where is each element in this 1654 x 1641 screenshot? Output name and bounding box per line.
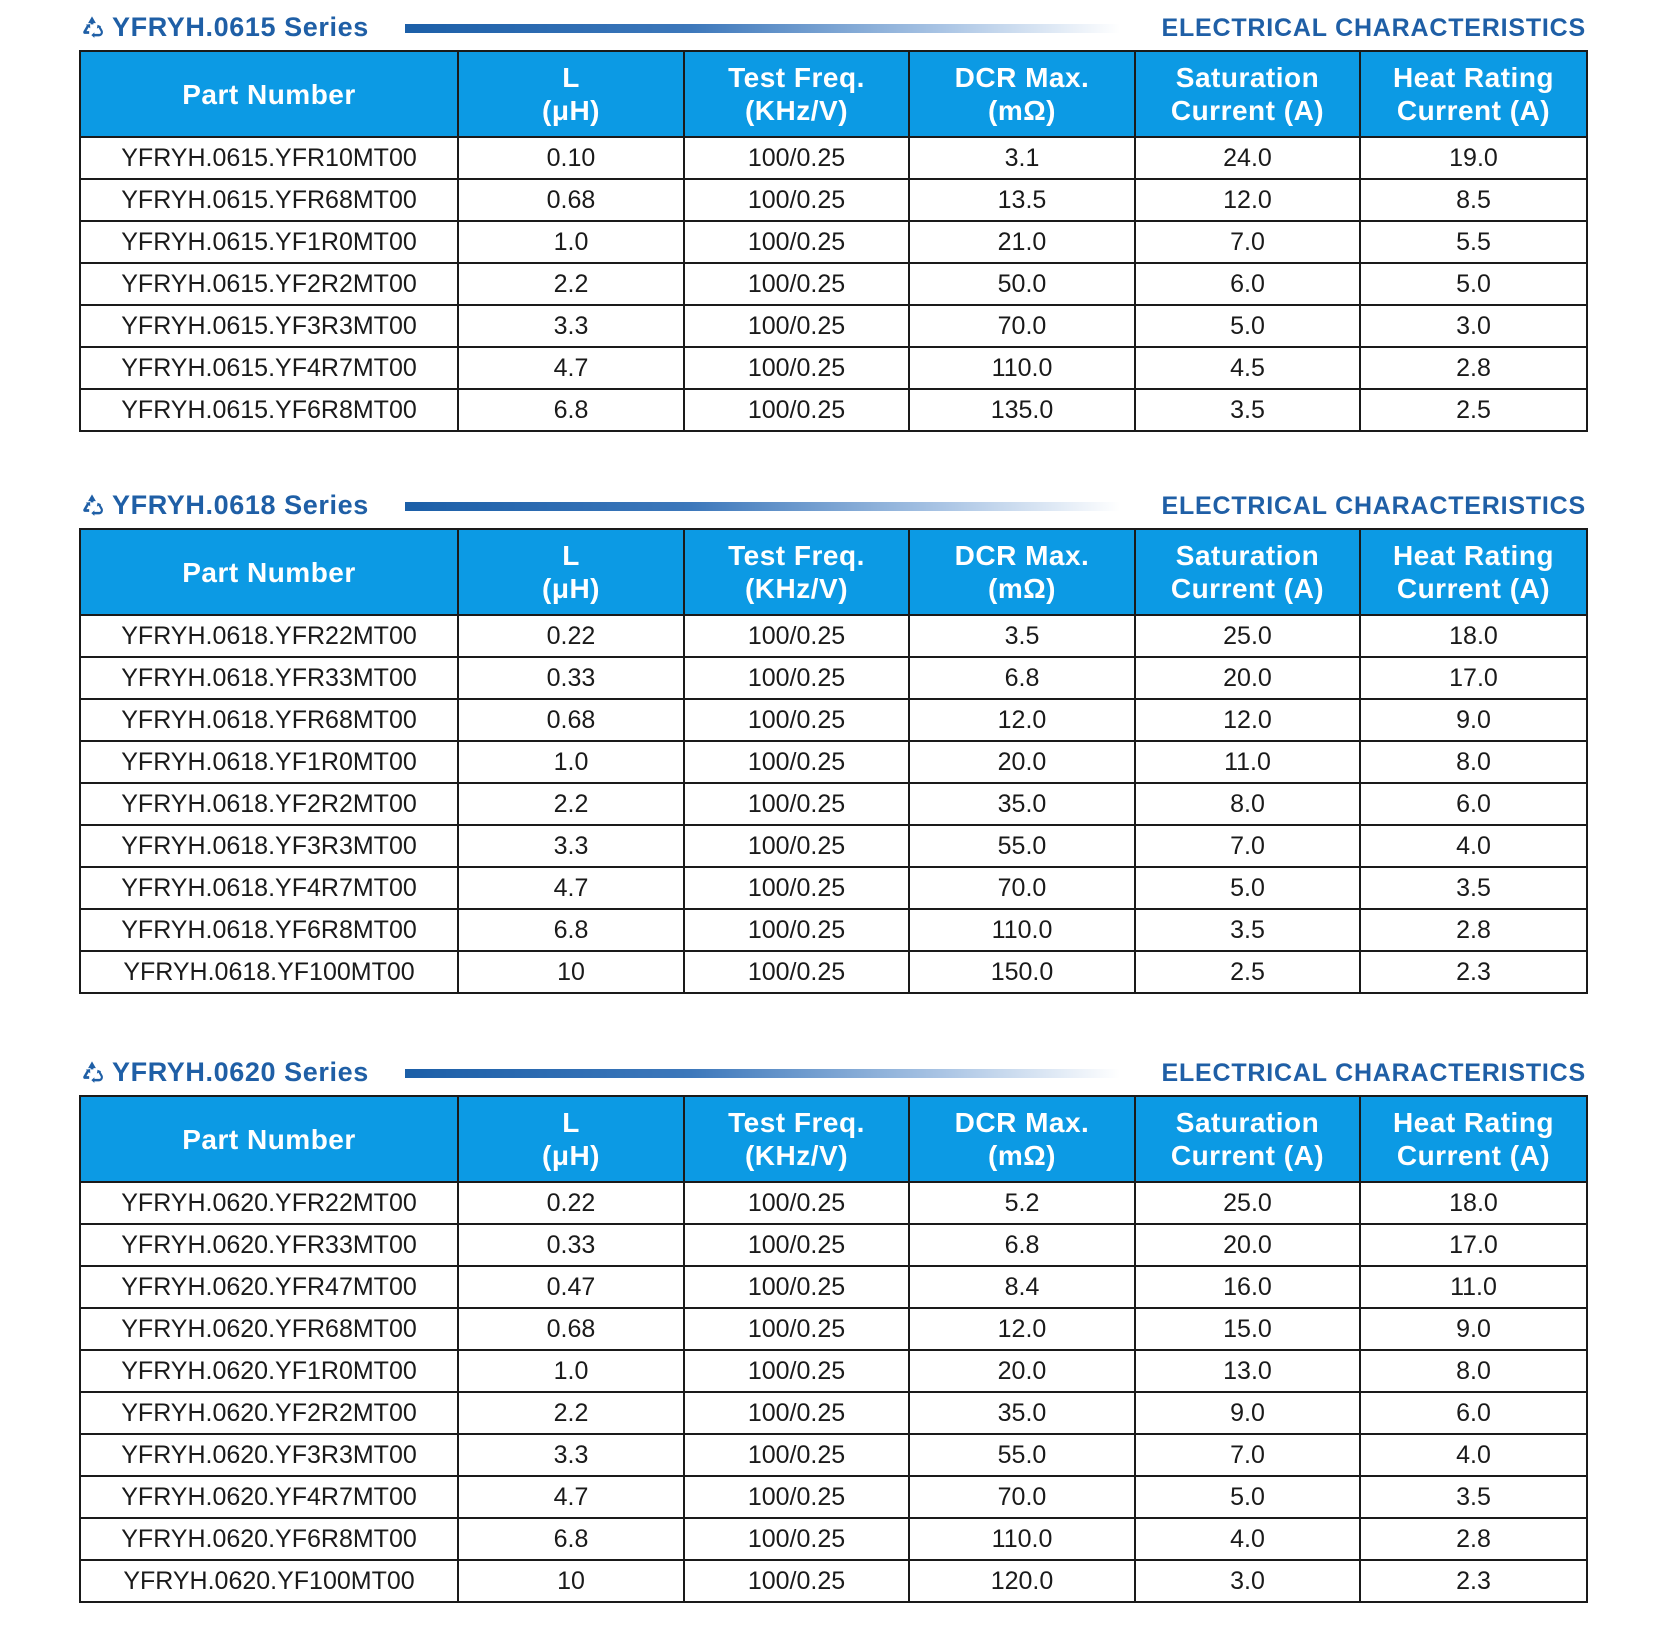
table-cell: 12.0 [909,699,1135,741]
part-number-cell: YFRYH.0618.YF6R8MT00 [80,909,458,951]
table-row [80,657,1587,699]
table-cell: 1.0 [458,1350,684,1392]
part-number-cell: YFRYH.0620.YF3R3MT00 [80,1434,458,1476]
table-cell: 35.0 [909,783,1135,825]
table-cell: 2.8 [1360,909,1587,951]
table-cell: 24.0 [1135,137,1360,179]
section-subtitle: ELECTRICAL CHARACTERISTICS [1161,1059,1586,1087]
table-row [80,825,1587,867]
table-cell: 9.0 [1135,1392,1360,1434]
table-cell: 6.0 [1360,783,1587,825]
table-header-row [80,1096,1587,1182]
table-cell: 9.0 [1360,699,1587,741]
table-cell: 0.68 [458,179,684,221]
table-cell: 110.0 [909,1518,1135,1560]
table-cell: 150.0 [909,951,1135,993]
table-cell: 4.0 [1360,1434,1587,1476]
table-cell: 4.5 [1135,347,1360,389]
section-subtitle: ELECTRICAL CHARACTERISTICS [1161,492,1586,520]
table-row [80,909,1587,951]
table-row [80,951,1587,993]
table-cell: 100/0.25 [684,909,909,951]
column-header: DCR Max. (mΩ) [909,529,1135,615]
table-cell: 3.5 [909,615,1135,657]
table-cell: 10 [458,951,684,993]
part-number-cell: YFRYH.0615.YF3R3MT00 [80,305,458,347]
part-number-cell: YFRYH.0618.YF100MT00 [80,951,458,993]
table-cell: 8.5 [1360,179,1587,221]
table-cell: 120.0 [909,1560,1135,1602]
table-cell: 1.0 [458,221,684,263]
part-number-cell: YFRYH.0620.YF1R0MT00 [80,1350,458,1392]
table-cell: 20.0 [1135,657,1360,699]
table-cell: 18.0 [1360,615,1587,657]
series-title: YFRYH.0620 Series [112,1057,369,1087]
table-cell: 100/0.25 [684,741,909,783]
part-number-cell: YFRYH.0615.YF1R0MT00 [80,221,458,263]
recycle-icon [79,14,105,40]
part-number-cell: YFRYH.0620.YFR22MT00 [80,1182,458,1224]
part-number-cell: YFRYH.0620.YF2R2MT00 [80,1392,458,1434]
table-cell: 5.0 [1135,305,1360,347]
table-row [80,137,1587,179]
table-cell: 25.0 [1135,615,1360,657]
table-cell: 100/0.25 [684,347,909,389]
part-number-cell: YFRYH.0620.YFR68MT00 [80,1308,458,1350]
table-cell: 100/0.25 [684,305,909,347]
table-cell: 0.22 [458,615,684,657]
table-cell: 2.5 [1360,389,1587,431]
table-row [80,867,1587,909]
table-row [80,783,1587,825]
table-cell: 0.33 [458,657,684,699]
table-cell: 17.0 [1360,1224,1587,1266]
table-cell: 16.0 [1135,1266,1360,1308]
column-header: Saturation Current (A) [1135,51,1360,137]
table-cell: 135.0 [909,389,1135,431]
table-row [80,221,1587,263]
series-section [79,488,1586,986]
table-cell: 13.5 [909,179,1135,221]
table-cell: 8.0 [1135,783,1360,825]
table-cell: 12.0 [909,1308,1135,1350]
table-cell: 2.3 [1360,951,1587,993]
table-cell: 0.33 [458,1224,684,1266]
table-cell: 6.8 [909,657,1135,699]
table-cell: 70.0 [909,305,1135,347]
table-cell: 12.0 [1135,699,1360,741]
table-cell: 5.0 [1135,1476,1360,1518]
series-title: YFRYH.0615 Series [112,12,369,42]
table-cell: 100/0.25 [684,951,909,993]
table-cell: 110.0 [909,347,1135,389]
table-cell: 70.0 [909,867,1135,909]
table-cell: 100/0.25 [684,783,909,825]
table-cell: 100/0.25 [684,1434,909,1476]
table-cell: 100/0.25 [684,1350,909,1392]
part-number-cell: YFRYH.0615.YFR10MT00 [80,137,458,179]
table-header-row [80,529,1587,615]
table-cell: 3.5 [1360,867,1587,909]
table-cell: 4.0 [1135,1518,1360,1560]
series-section [79,10,1586,424]
part-number-cell: YFRYH.0620.YFR47MT00 [80,1266,458,1308]
column-header: Part Number [80,1096,458,1182]
spec-table [79,50,1588,432]
table-cell: 100/0.25 [684,657,909,699]
table-cell: 2.3 [1360,1560,1587,1602]
table-cell: 100/0.25 [684,1392,909,1434]
table-cell: 55.0 [909,1434,1135,1476]
table-row [80,699,1587,741]
recycle-icon [79,1059,105,1085]
column-header: Test Freq. (KHz/V) [684,529,909,615]
table-row [80,1266,1587,1308]
table-cell: 3.0 [1135,1560,1360,1602]
table-row [80,1350,1587,1392]
part-number-cell: YFRYH.0618.YF1R0MT00 [80,741,458,783]
section-header [79,488,1586,526]
table-row [80,263,1587,305]
table-cell: 1.0 [458,741,684,783]
part-number-cell: YFRYH.0620.YFR33MT00 [80,1224,458,1266]
table-cell: 55.0 [909,825,1135,867]
column-header: Saturation Current (A) [1135,1096,1360,1182]
table-cell: 0.47 [458,1266,684,1308]
table-cell: 2.2 [458,263,684,305]
table-cell: 12.0 [1135,179,1360,221]
table-cell: 11.0 [1135,741,1360,783]
table-cell: 3.1 [909,137,1135,179]
table-cell: 20.0 [909,1350,1135,1392]
column-header: Part Number [80,529,458,615]
table-cell: 15.0 [1135,1308,1360,1350]
table-cell: 100/0.25 [684,1560,909,1602]
table-cell: 100/0.25 [684,1518,909,1560]
table-cell: 3.5 [1360,1476,1587,1518]
table-cell: 100/0.25 [684,179,909,221]
table-cell: 6.8 [909,1224,1135,1266]
table-row [80,615,1587,657]
table-cell: 8.0 [1360,741,1587,783]
column-header: Heat Rating Current (A) [1360,1096,1587,1182]
part-number-cell: YFRYH.0618.YFR68MT00 [80,699,458,741]
table-cell: 2.5 [1135,951,1360,993]
table-cell: 25.0 [1135,1182,1360,1224]
table-cell: 0.68 [458,1308,684,1350]
part-number-cell: YFRYH.0618.YF2R2MT00 [80,783,458,825]
part-number-cell: YFRYH.0615.YFR68MT00 [80,179,458,221]
table-cell: 0.10 [458,137,684,179]
gradient-divider [405,502,1120,511]
gradient-divider [405,24,1120,33]
table-cell: 3.3 [458,825,684,867]
table-cell: 20.0 [909,741,1135,783]
column-header: Test Freq. (KHz/V) [684,51,909,137]
table-row [80,741,1587,783]
table-cell: 3.3 [458,1434,684,1476]
table-cell: 8.0 [1360,1350,1587,1392]
table-cell: 100/0.25 [684,389,909,431]
table-cell: 100/0.25 [684,615,909,657]
column-header: DCR Max. (mΩ) [909,1096,1135,1182]
table-cell: 4.0 [1360,825,1587,867]
column-header: Saturation Current (A) [1135,529,1360,615]
table-cell: 100/0.25 [684,1182,909,1224]
spec-table [79,1095,1588,1603]
table-cell: 110.0 [909,909,1135,951]
table-row [80,389,1587,431]
table-cell: 2.8 [1360,1518,1587,1560]
table-cell: 100/0.25 [684,263,909,305]
table-cell: 5.2 [909,1182,1135,1224]
table-cell: 3.3 [458,305,684,347]
table-cell: 7.0 [1135,221,1360,263]
table-cell: 3.5 [1135,909,1360,951]
table-cell: 5.0 [1135,867,1360,909]
table-cell: 4.7 [458,1476,684,1518]
table-cell: 4.7 [458,867,684,909]
column-header: Heat Rating Current (A) [1360,529,1587,615]
table-row [80,1560,1587,1602]
table-cell: 13.0 [1135,1350,1360,1392]
part-number-cell: YFRYH.0618.YF3R3MT00 [80,825,458,867]
table-row [80,1308,1587,1350]
table-cell: 35.0 [909,1392,1135,1434]
table-cell: 5.0 [1360,263,1587,305]
table-cell: 5.5 [1360,221,1587,263]
table-row [80,1518,1587,1560]
table-cell: 100/0.25 [684,1224,909,1266]
table-cell: 6.0 [1135,263,1360,305]
table-cell: 70.0 [909,1476,1135,1518]
table-cell: 0.68 [458,699,684,741]
column-header: Heat Rating Current (A) [1360,51,1587,137]
table-row [80,305,1587,347]
part-number-cell: YFRYH.0620.YF6R8MT00 [80,1518,458,1560]
table-cell: 7.0 [1135,1434,1360,1476]
table-cell: 100/0.25 [684,137,909,179]
table-cell: 3.0 [1360,305,1587,347]
table-row [80,1476,1587,1518]
column-header: L (μH) [458,529,684,615]
table-cell: 17.0 [1360,657,1587,699]
table-cell: 6.8 [458,909,684,951]
part-number-cell: YFRYH.0615.YF2R2MT00 [80,263,458,305]
table-cell: 7.0 [1135,825,1360,867]
column-header: DCR Max. (mΩ) [909,51,1135,137]
recycle-icon [79,492,105,518]
table-cell: 100/0.25 [684,1308,909,1350]
table-row [80,1392,1587,1434]
table-cell: 100/0.25 [684,221,909,263]
table-cell: 8.4 [909,1266,1135,1308]
table-cell: 100/0.25 [684,699,909,741]
table-cell: 0.22 [458,1182,684,1224]
table-cell: 100/0.25 [684,867,909,909]
part-number-cell: YFRYH.0618.YF4R7MT00 [80,867,458,909]
table-cell: 100/0.25 [684,1476,909,1518]
table-cell: 2.2 [458,1392,684,1434]
table-cell: 100/0.25 [684,1266,909,1308]
table-cell: 2.8 [1360,347,1587,389]
column-header: Test Freq. (KHz/V) [684,1096,909,1182]
table-cell: 21.0 [909,221,1135,263]
part-number-cell: YFRYH.0615.YF6R8MT00 [80,389,458,431]
table-cell: 3.5 [1135,389,1360,431]
gradient-divider [405,1069,1120,1078]
table-row [80,1224,1587,1266]
table-cell: 9.0 [1360,1308,1587,1350]
table-cell: 2.2 [458,783,684,825]
table-cell: 100/0.25 [684,825,909,867]
table-cell: 19.0 [1360,137,1587,179]
column-header: Part Number [80,51,458,137]
table-cell: 6.8 [458,1518,684,1560]
table-cell: 4.7 [458,347,684,389]
table-cell: 6.0 [1360,1392,1587,1434]
table-cell: 10 [458,1560,684,1602]
table-row [80,347,1587,389]
part-number-cell: YFRYH.0620.YF4R7MT00 [80,1476,458,1518]
series-title: YFRYH.0618 Series [112,490,369,520]
table-row [80,1182,1587,1224]
table-cell: 50.0 [909,263,1135,305]
part-number-cell: YFRYH.0618.YFR33MT00 [80,657,458,699]
series-section [79,1055,1586,1595]
column-header: L (μH) [458,1096,684,1182]
section-header [79,1055,1586,1093]
table-cell: 11.0 [1360,1266,1587,1308]
table-row [80,1434,1587,1476]
table-cell: 20.0 [1135,1224,1360,1266]
spec-table [79,528,1588,994]
table-cell: 6.8 [458,389,684,431]
section-subtitle: ELECTRICAL CHARACTERISTICS [1161,14,1586,42]
table-cell: 18.0 [1360,1182,1587,1224]
column-header: L (μH) [458,51,684,137]
table-header-row [80,51,1587,137]
part-number-cell: YFRYH.0618.YFR22MT00 [80,615,458,657]
part-number-cell: YFRYH.0615.YF4R7MT00 [80,347,458,389]
part-number-cell: YFRYH.0620.YF100MT00 [80,1560,458,1602]
table-row [80,179,1587,221]
section-header [79,10,1586,48]
